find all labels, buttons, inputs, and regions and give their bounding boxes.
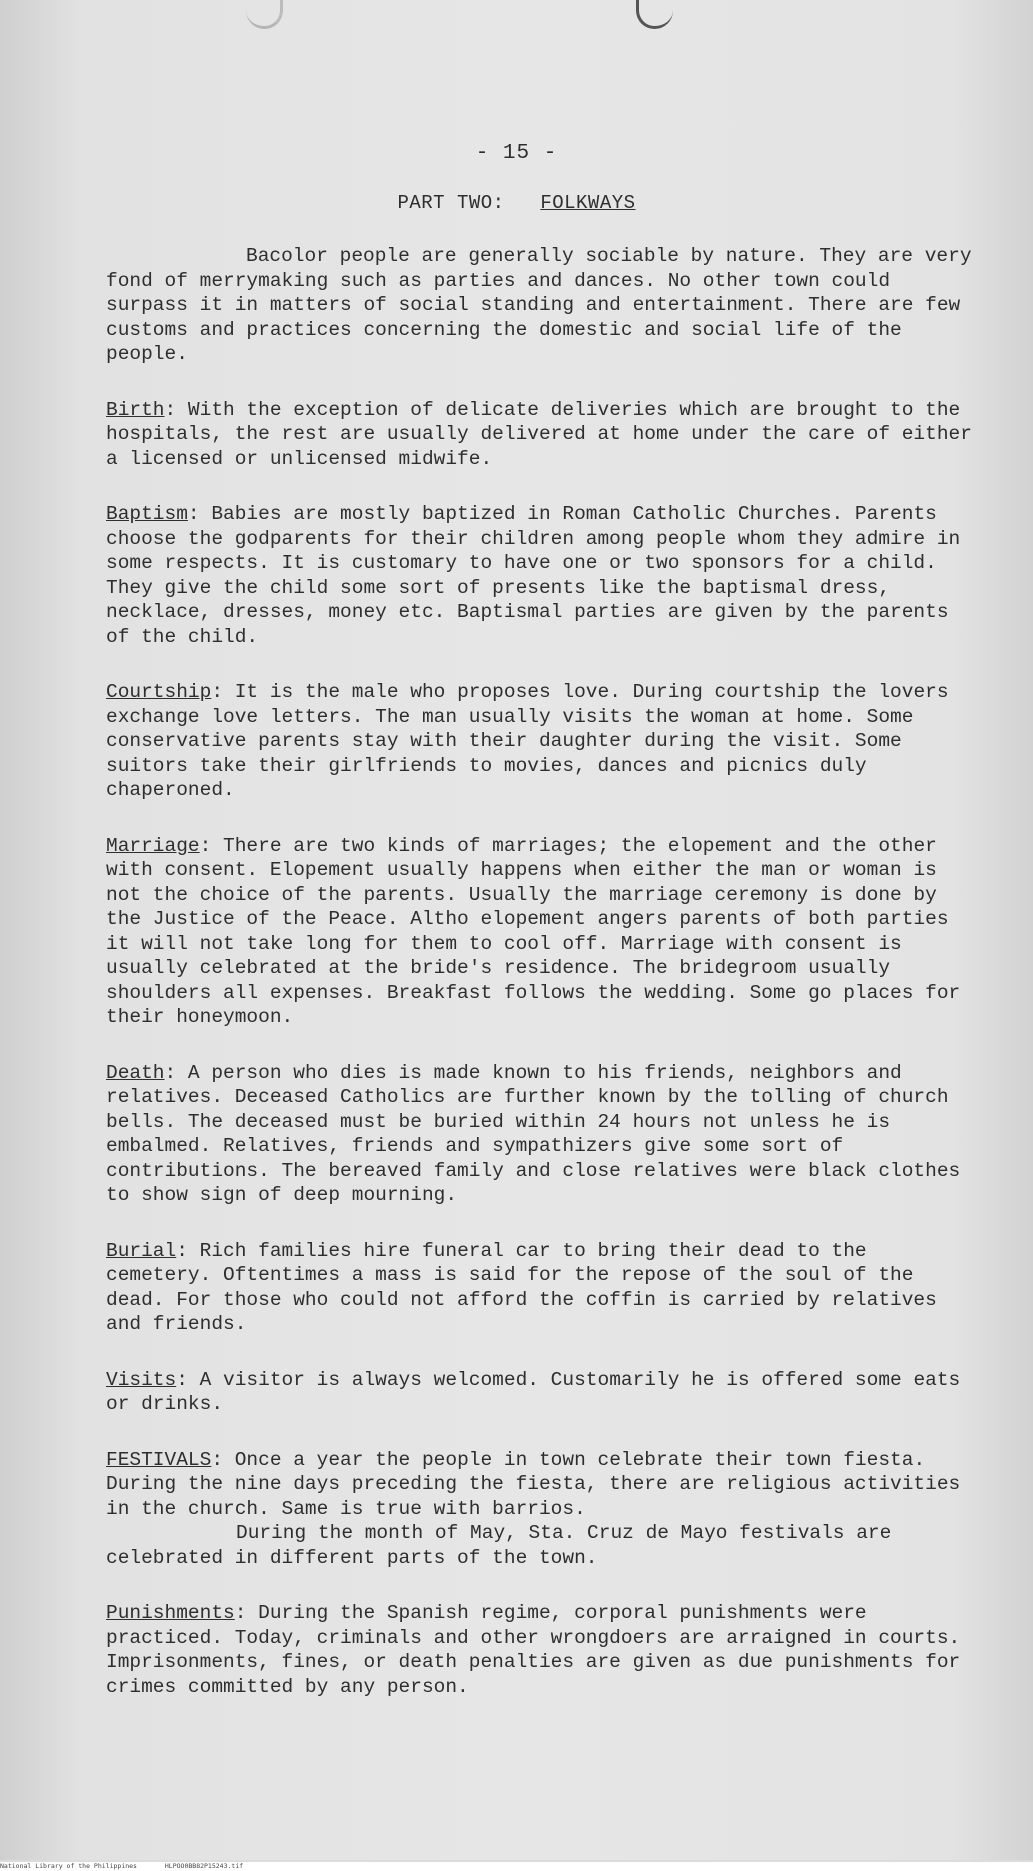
section-text: Rich families hire funeral car to bring their dead to the cemetery. Oftentimes a mass is said for the repose of the soul of the dead. For those who could not afford the coffin is carried by relatives and friends. <box>106 1239 937 1335</box>
section-label: Burial <box>106 1239 177 1262</box>
section-courtship: Courtship: It is the male who proposes love. During courtship the lovers exchange love letters. The man usually visits the woman at home. Some conservative parents stay with their daughter during the visit. Some suitors take their girlfriends to movies, dances and picnics duly chaperoned. <box>106 681 949 801</box>
part-title: FOLKWAYS <box>540 192 636 214</box>
page-number: - 15 - <box>475 142 558 165</box>
section-text: Once a year the people in town celebrate their town fiesta. During the nine days preceding the fiesta, there are religious activities in the church. Same is true with barrios. <box>106 1448 961 1520</box>
section-birth: Birth: With the exception of delicate deliveries which are brought to the hospitals, the rest are usually delivered at home under the care of either a licensed or unlicensed midwife. <box>106 398 972 470</box>
part-label: PART TWO: <box>397 192 505 214</box>
section-label: Marriage <box>106 834 200 857</box>
section-label: FESTIVALS <box>106 1448 212 1471</box>
section-label: Birth <box>106 398 165 421</box>
binding-hole-right <box>636 0 673 29</box>
scan-footer <box>0 1862 1033 1871</box>
section-festivals-continued <box>106 1521 972 1570</box>
part-heading <box>0 192 1033 214</box>
section-death: Death: A person who dies is made known to his friends, neighbors and relatives. Deceased Catholics are further known by the tolling of church bells. The deceased must be buried within 24 hours not unless he is embalmed. Relatives, friends and sympathizers give some sort of contributions. The bereaved family and close relatives were black clothes to show sign of deep mourning. <box>106 1061 961 1206</box>
section-marriage: Marriage: There are two kinds of marriages; the elopement and the other with consent. Elopement usually happens when either the man or woman is not the choice of the parents. Usually the marriage ceremony is done by the Justice of the Peace. Altho elopement angers parents of both parties it will not take long for them to cool off. Marriage with consent is usually celebrated at the bride's residence. The bridegroom usually shoulders all expenses. Breakfast follows the wedding. Some go places for their honeymoon. <box>106 834 961 1028</box>
section-visits: Visits: A visitor is always welcomed. Customarily he is offered some eats or drinks. <box>106 1368 961 1415</box>
section-burial: Burial: Rich families hire funeral car to bring their dead to the cemetery. Oftentimes a mass is said for the repose of the soul of the dead. For those who could not afford the coffin is carried by relatives and friends. <box>106 1239 937 1335</box>
section-baptism: Baptism: Babies are mostly baptized in Roman Catholic Churches. Parents choose the godparents for their children among people whom they admire in some respects. It is customary to have one or two sponsors for a child. They give the child some sort of presents like the baptismal dress, necklace, dresses, money etc. Baptismal parties are given by the parents of the child. <box>106 503 961 648</box>
section-label: Death <box>106 1061 165 1084</box>
section-punishments: Punishments: During the Spanish regime, corporal punishments were practiced. Today, criminals and other wrongdoers are arraigned in courts. Imprisonments, fines, or death penalties are given as due punishments for crimes committed by any person. <box>106 1602 961 1698</box>
section-text: A person who dies is made known to his friends, neighbors and relatives. Deceased Catholics are further known by the tolling of church bells. The deceased must be buried within 24 hours not unless he is embalmed. Relatives, friends and sympathizers give some sort of contributions. The bereaved family and close relatives were black clothes to show sign of deep mourning. <box>106 1061 961 1206</box>
footer-library: National Library of the Philippines <box>0 1862 137 1870</box>
intro-paragraph: Bacolor people are generally sociable by nature. They are very fond of merrymaking such as parties and dances. No other town could surpass it in matters of social standing and entertainment. There are few customs and practices concerning the domestic and social life of the people. <box>106 245 972 365</box>
section-label: Courtship <box>106 681 212 703</box>
section-text: During the month of May, Sta. Cruz de Mayo festivals are celebrated in different parts of the town. <box>106 1522 892 1569</box>
section-text: Babies are mostly baptized in Roman Catholic Churches. Parents choose the godparents for their children among people whom they admire in some respects. It is customary to have one or two sponsors for a child. They give the child some sort of presents like the baptismal dress, necklace, dresses, money etc. Baptismal parties are given by the parents of the child. <box>106 503 961 648</box>
section-text: It is the male who proposes love. During courtship the lovers exchange love letters. The man usually visits the woman at home. Some conservative parents stay with their daughter during the visit. Some suitors take their girlfriends to movies, dances and picnics duly chaperoned. <box>106 681 949 801</box>
section-festivals: FESTIVALS: Once a year the people in town celebrate their town fiesta. During the nine days preceding the fiesta, there are religious activities in the church. Same is true with barrios. <box>106 1448 961 1520</box>
binding-hole-left <box>246 0 283 29</box>
section-label: Punishments <box>106 1602 235 1624</box>
section-text: There are two kinds of marriages; the elopement and the other with consent. Elopement usually happens when either the man or woman is not the choice of the parents. Usually the marriage ceremony is done by the Justice of the Peace. Altho elopement angers parents of both parties it will not take long for them to cool off. Marriage with consent is usually celebrated at the bride's residence. The bridegroom usually shoulders all expenses. Breakfast follows the wedding. Some go places for their honeymoon. <box>106 834 961 1028</box>
section-text: With the exception of delicate deliveries which are brought to the hospitals, the rest are usually delivered at home under the care of either a licensed or unlicensed midwife. <box>106 398 972 470</box>
section-label: Baptism <box>106 503 188 525</box>
section-text: A visitor is always welcomed. Customarily he is offered some eats or drinks. <box>106 1368 961 1415</box>
footer-file: HLPOO0BB82P15243.tif <box>164 1862 244 1870</box>
section-text: During the Spanish regime, corporal punishments were practiced. Today, criminals and other wrongdoers are arraigned in courts. Imprisonments, fines, or death penalties are given as due punishments for crimes committed by any person. <box>106 1602 961 1698</box>
body-text <box>106 244 972 1730</box>
section-label: Visits <box>106 1368 177 1391</box>
